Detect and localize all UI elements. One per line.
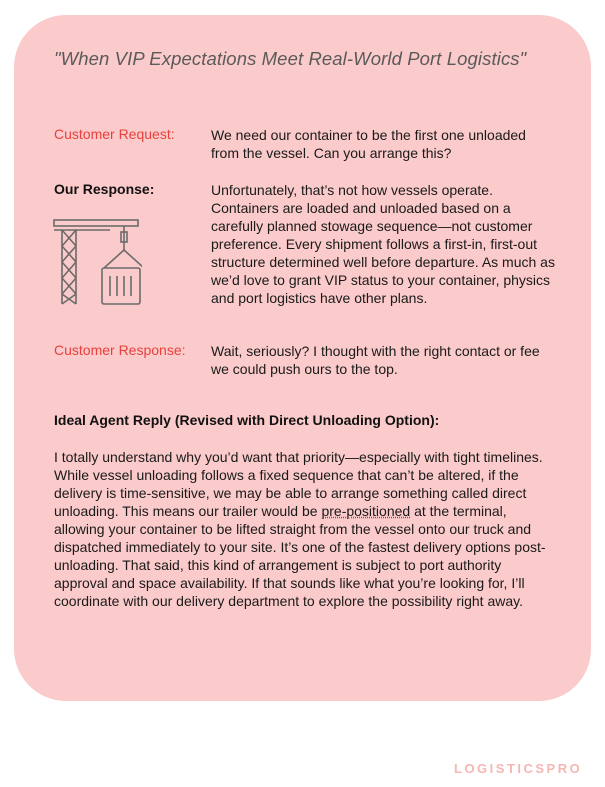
ideal-reply-highlight: pre-positioned	[321, 503, 411, 519]
ideal-reply-text-before: I totally understand why you’d want that priority—especially with tight timelines. While vessel unloading follows a fixed sequence that can’t be altered, if the delivery is time-sensitive, we may be able to arrange something called direct unloading. This means our trailer would be	[54, 449, 543, 519]
customer-request-text: We need our container to be the first one unloaded from the vessel. Can you arrange this?	[211, 127, 526, 161]
ideal-reply-text	[54, 448, 554, 610]
our-response-text: Unfortunately, that’s not how vessels operate. Containers are loaded and unloaded based on a carefully planned stowage sequence—not customer preference. Every shipment follows a first-in, first-out structure determined well before departure. As much as we’d love to grant VIP status to your container, physics and port logistics have other plans.	[211, 182, 555, 306]
brand-logo: LOGISTICSPRO	[454, 761, 583, 776]
our-response-label: Our Response:	[54, 181, 155, 197]
crane-container-icon	[50, 218, 142, 308]
ideal-reply-heading: Ideal Agent Reply (Revised with Direct Unloading Option):	[54, 412, 440, 428]
customer-request-label: Customer Request:	[54, 126, 175, 142]
page-title: "When VIP Expectations Meet Real-World Port Logistics"	[54, 48, 527, 69]
customer-response-text: Wait, seriously? I thought with the right contact or fee we could push ours to the top.	[211, 343, 540, 377]
customer-response-label: Customer Response:	[54, 342, 186, 358]
ideal-reply-text-after: at the terminal, allowing your container to be lifted straight from the vessel onto our truck and dispatched immediately to your site. It’s one of the fastest delivery options post-unloading. That said, this kind of arrangement is subject to port authority approval and space availability. If that sounds like what you’re looking for, I’ll coordinate with our delivery department to explore the possibility right away.	[54, 503, 546, 609]
